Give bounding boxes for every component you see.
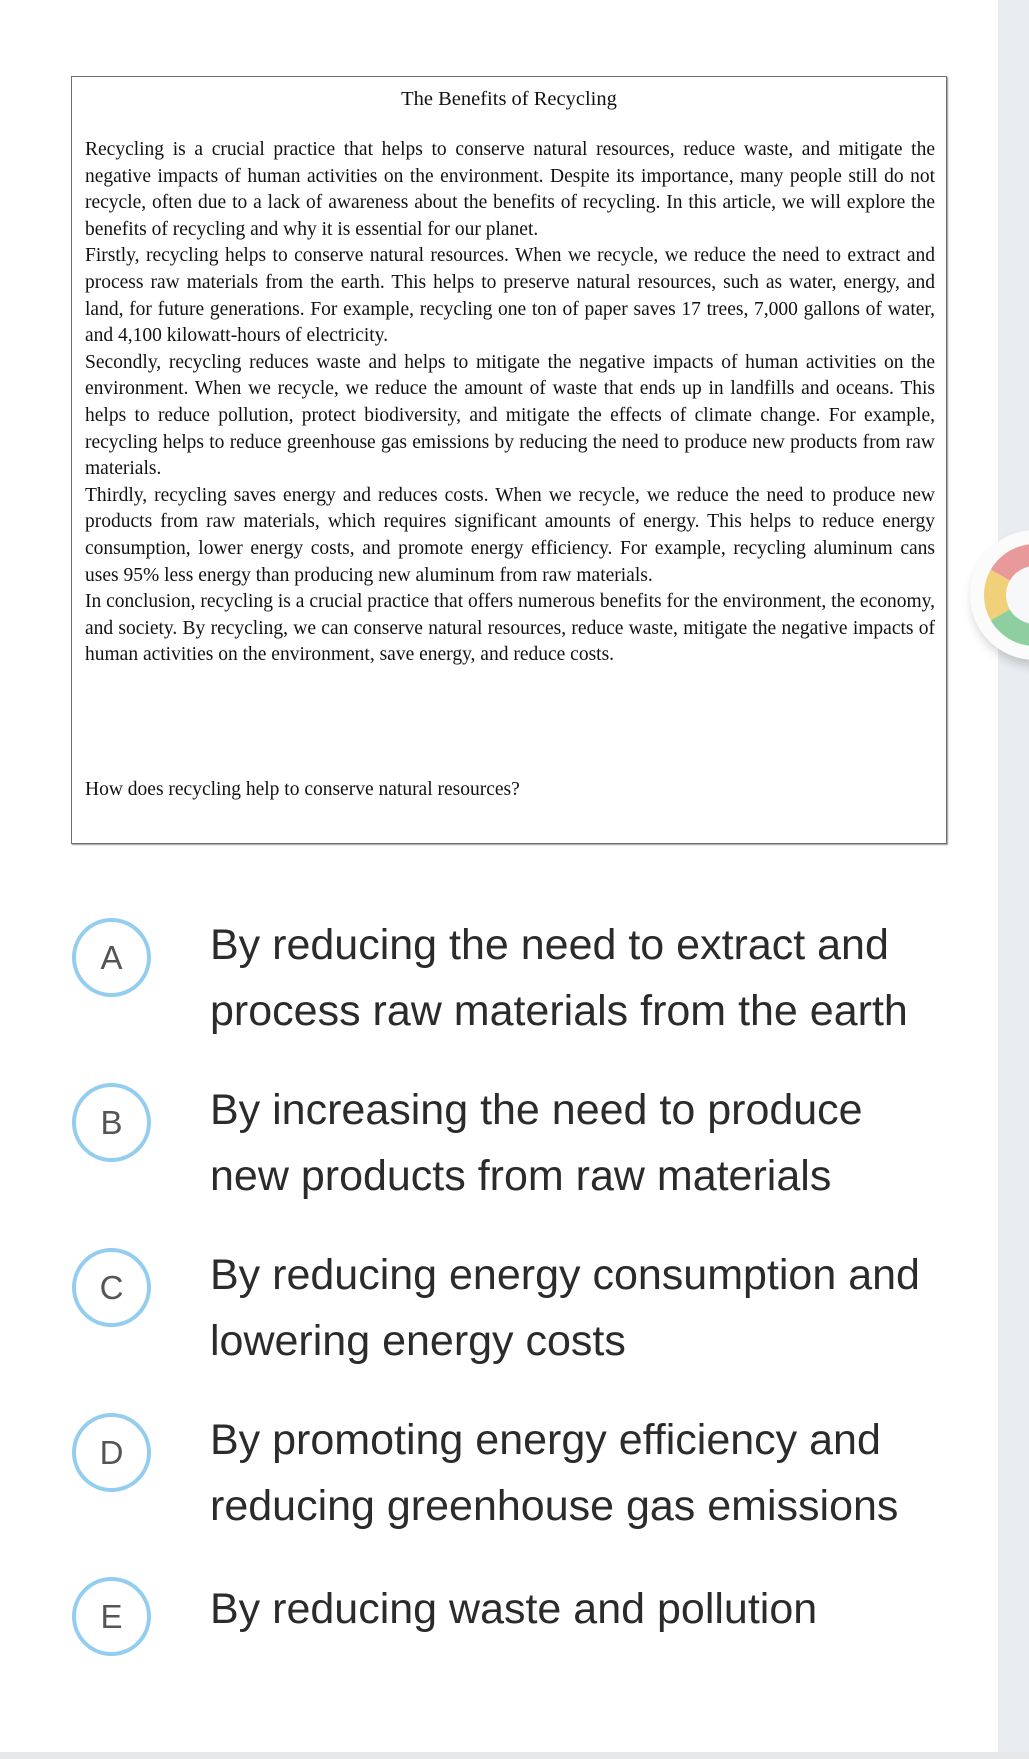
passage-paragraph-thirdly: Thirdly, recycling saves energy and reduces costs. When we recycle, we reduce the need to produce new products from raw materials, which requires significant amounts of energy. This helps to reduce energy consumption, lower energy costs, and promote energy efficiency. For example, recycling aluminum cans uses 95% less energy than producing new aluminum from raw materials. [85,484,935,586]
floating-assistant-button[interactable] [970,530,1029,660]
option-b-text[interactable]: By increasing the need to produce new products from raw materials [210,1086,863,1200]
option-c-letter-circle[interactable]: C [72,1248,151,1327]
option-d[interactable] [72,1413,952,1539]
option-b[interactable] [72,1083,952,1209]
option-a[interactable] [72,918,952,1044]
passage-paragraph-intro: Recycling is a crucial practice that helps to conserve natural resources, reduce waste, and mitigate the negative impacts of human activities on the environment. Despite its importance, many people still do not recycle, often due to a lack of awareness about the benefits of recycling. In this article, we will explore the benefits of recycling and why it is essential for our planet. [85,139,935,240]
bottom-edge [0,1752,1029,1759]
passage-body [85,137,935,669]
passage-image [71,76,947,844]
option-e-text[interactable]: By reducing waste and pollution [210,1585,818,1633]
passage-paragraph-secondly: Secondly, recycling reduces waste and helps to mitigate the negative impacts of human activities on the environment. When we recycle, we reduce the amount of waste that ends up in landfills and oceans. This helps to reduce pollution, protect biodiversity, and mitigate the effects of climate change. For example, recycling helps to reduce greenhouse gas emissions by reducing the need to produce new products from raw materials. [85,351,935,480]
passage-paragraph-firstly: Firstly, recycling helps to conserve natural resources. When we recycle, we reduce the need to extract and process raw materials from the earth. This helps to preserve natural resources, such as water, energy, and land, for future generations. For example, recycling one ton of paper saves 17 trees, 7,000 gallons of water, and 4,100 kilowatt-hours of electricity. [85,245,935,347]
side-panel-edge [998,0,1029,1759]
option-e[interactable] [72,1577,952,1656]
option-d-letter-circle[interactable]: D [72,1413,151,1492]
option-e-letter-circle[interactable]: E [72,1577,151,1656]
option-a-letter-circle[interactable]: A [72,918,151,997]
question-text: How does recycling help to conserve natural resources? [85,779,520,800]
option-d-text[interactable]: By promoting energy efficiency and reducing greenhouse gas emissions [210,1416,899,1530]
option-c[interactable] [72,1248,952,1374]
passage-paragraph-conclusion: In conclusion, recycling is a crucial practice that offers numerous benefits for the environment, the economy, and society. By recycling, we can conserve natural resources, reduce waste, mitigate the negative impacts of human activities on the environment, save energy, and reduce costs. [85,591,935,666]
option-a-text[interactable]: By reducing the need to extract and process raw materials from the earth [210,921,908,1035]
option-b-letter-circle[interactable]: B [72,1083,151,1162]
option-c-text[interactable]: By reducing energy consumption and lowering energy costs [210,1251,920,1365]
passage-title: The Benefits of Recycling [401,88,617,110]
